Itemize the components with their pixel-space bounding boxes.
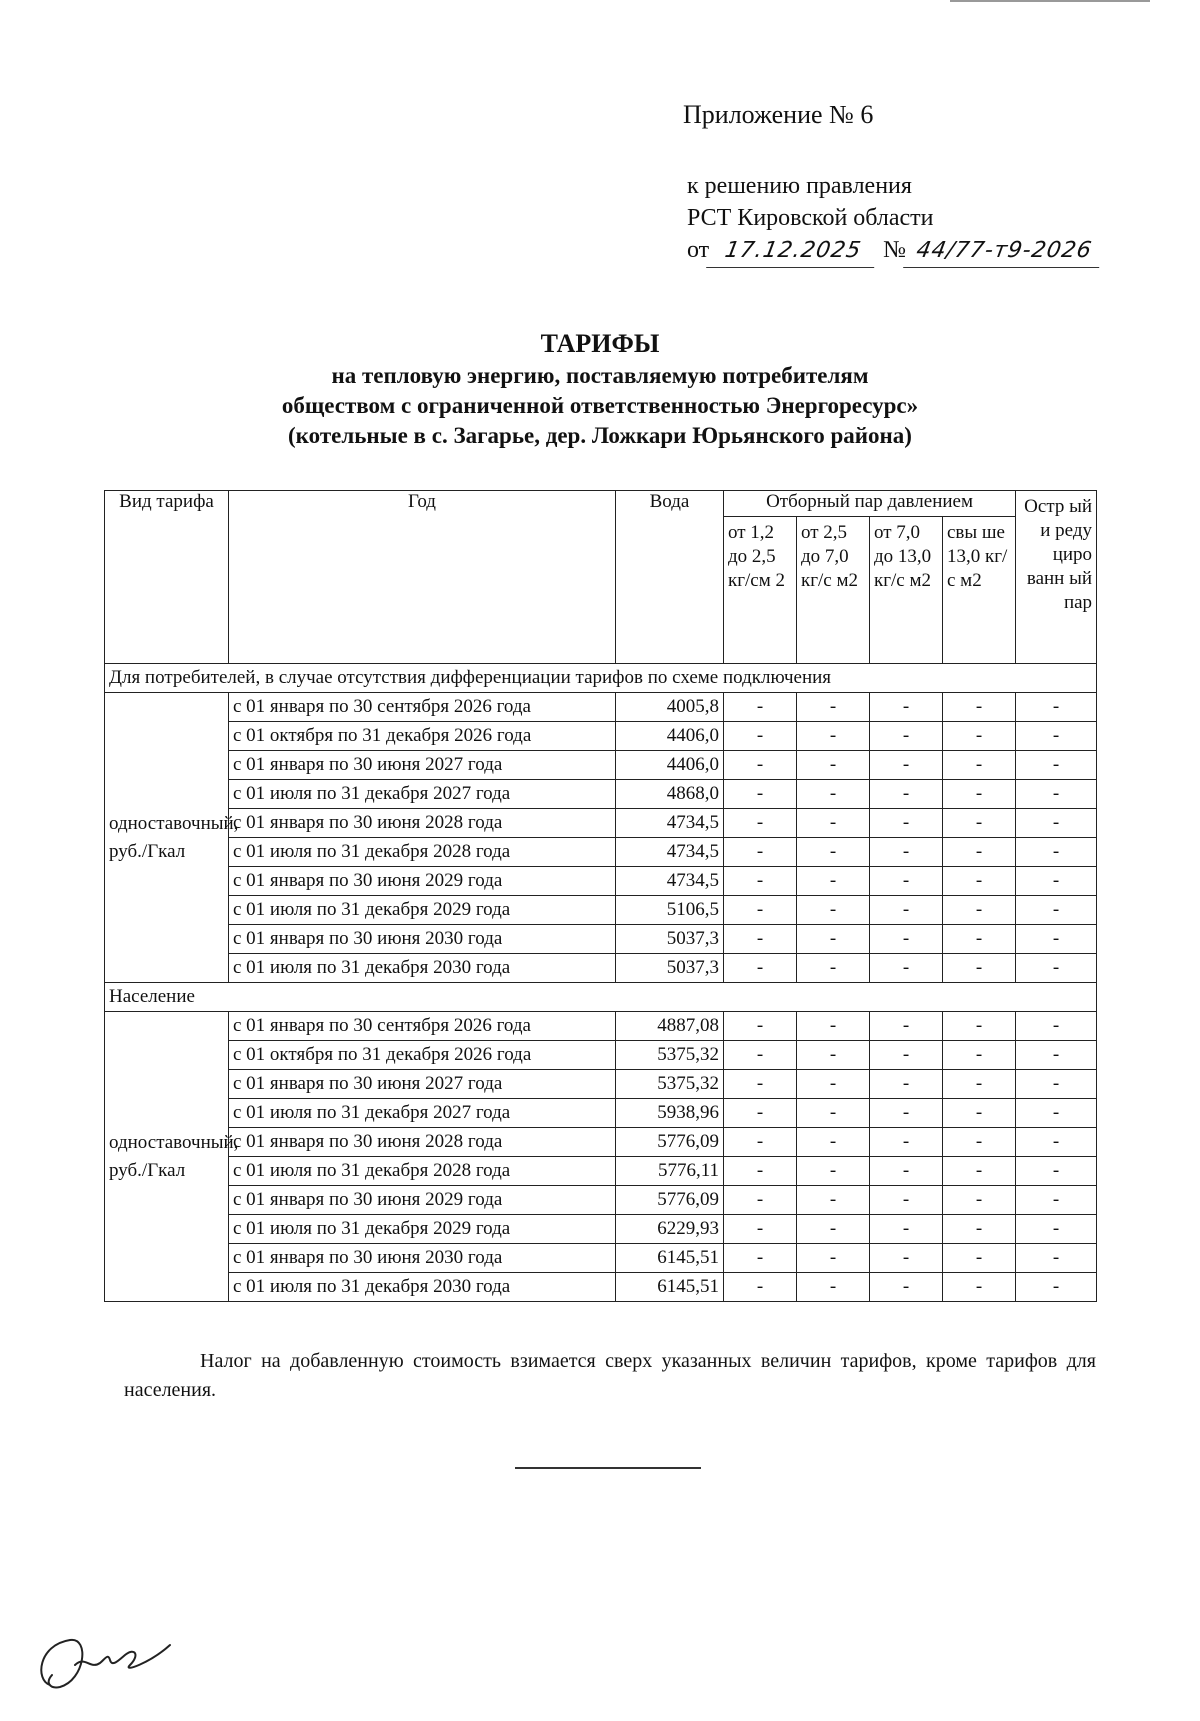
empty-tariff-cell: -	[724, 693, 797, 722]
header-sharp-steam: Остр ый и реду циро ванн ый пар	[1016, 491, 1097, 664]
section-title: Для потребителей, в случае отсутствия дифференциации тарифов по схеме подключения	[105, 664, 1097, 693]
empty-tariff-cell: -	[943, 780, 1016, 809]
section-row	[105, 664, 1097, 693]
empty-tariff-cell: -	[943, 954, 1016, 983]
empty-tariff-cell: -	[870, 1070, 943, 1099]
empty-tariff-cell: -	[943, 1215, 1016, 1244]
water-tariff-cell: 4406,0	[616, 722, 724, 751]
empty-tariff-cell: -	[870, 867, 943, 896]
scan-edge-mark	[950, 0, 1150, 2]
empty-tariff-cell: -	[943, 1186, 1016, 1215]
empty-tariff-cell: -	[1016, 1157, 1097, 1186]
empty-tariff-cell: -	[1016, 1273, 1097, 1302]
water-tariff-cell: 5776,09	[616, 1186, 724, 1215]
empty-tariff-cell: -	[870, 780, 943, 809]
decision-line-1: к решению правления	[687, 173, 912, 199]
empty-tariff-cell: -	[724, 1273, 797, 1302]
period-cell: с 01 января по 30 сентября 2026 года	[229, 693, 616, 722]
empty-tariff-cell: -	[870, 1244, 943, 1273]
empty-tariff-cell: -	[797, 751, 870, 780]
empty-tariff-cell: -	[943, 1244, 1016, 1273]
table-row	[105, 954, 1097, 983]
table-row	[105, 867, 1097, 896]
empty-tariff-cell: -	[943, 1157, 1016, 1186]
empty-tariff-cell: -	[724, 1012, 797, 1041]
title-line-1: на тепловую энергию, поставляемую потребителям	[331, 363, 869, 388]
empty-tariff-cell: -	[797, 925, 870, 954]
empty-tariff-cell: -	[943, 896, 1016, 925]
empty-tariff-cell: -	[797, 780, 870, 809]
period-cell: с 01 января по 30 июня 2029 года	[229, 867, 616, 896]
table-row	[105, 1157, 1097, 1186]
empty-tariff-cell: -	[943, 925, 1016, 954]
empty-tariff-cell: -	[797, 809, 870, 838]
empty-tariff-cell: -	[870, 1128, 943, 1157]
section-row	[105, 983, 1097, 1012]
empty-tariff-cell: -	[943, 867, 1016, 896]
period-cell: с 01 июля по 31 декабря 2030 года	[229, 1273, 616, 1302]
table-row	[105, 1099, 1097, 1128]
table-row	[105, 780, 1097, 809]
table-row	[105, 1273, 1097, 1302]
empty-tariff-cell: -	[1016, 809, 1097, 838]
signature-mark	[30, 1625, 190, 1705]
header-tariff-type: Вид тарифа	[105, 491, 229, 664]
table-row	[105, 809, 1097, 838]
empty-tariff-cell: -	[797, 1273, 870, 1302]
empty-tariff-cell: -	[943, 1273, 1016, 1302]
empty-tariff-cell: -	[1016, 1041, 1097, 1070]
empty-tariff-cell: -	[797, 1128, 870, 1157]
water-tariff-cell: 5037,3	[616, 954, 724, 983]
water-tariff-cell: 4406,0	[616, 751, 724, 780]
period-cell: с 01 января по 30 июня 2027 года	[229, 1070, 616, 1099]
water-tariff-cell: 5375,32	[616, 1041, 724, 1070]
empty-tariff-cell: -	[870, 1041, 943, 1070]
empty-tariff-cell: -	[797, 896, 870, 925]
empty-tariff-cell: -	[943, 1099, 1016, 1128]
empty-tariff-cell: -	[943, 1041, 1016, 1070]
period-cell: с 01 января по 30 июня 2027 года	[229, 751, 616, 780]
appendix-label: Приложение № 6	[683, 100, 874, 129]
table-row	[105, 896, 1097, 925]
empty-tariff-cell: -	[1016, 1012, 1097, 1041]
empty-tariff-cell: -	[943, 1012, 1016, 1041]
water-tariff-cell: 5776,11	[616, 1157, 724, 1186]
title-line-3: (котельные в с. Загарье, дер. Ложкари Юрьянского района)	[288, 423, 912, 448]
period-cell: с 01 июля по 31 декабря 2027 года	[229, 780, 616, 809]
header-steam-3: от 7,0 до 13,0 кг/с м2	[870, 517, 943, 664]
empty-tariff-cell: -	[724, 867, 797, 896]
empty-tariff-cell: -	[870, 1273, 943, 1302]
water-tariff-cell: 4734,5	[616, 838, 724, 867]
water-tariff-cell: 5375,32	[616, 1070, 724, 1099]
empty-tariff-cell: -	[943, 722, 1016, 751]
closing-rule	[515, 1467, 701, 1469]
empty-tariff-cell: -	[797, 867, 870, 896]
empty-tariff-cell: -	[870, 693, 943, 722]
table-row	[105, 1070, 1097, 1099]
empty-tariff-cell: -	[724, 896, 797, 925]
empty-tariff-cell: -	[1016, 693, 1097, 722]
empty-tariff-cell: -	[870, 925, 943, 954]
empty-tariff-cell: -	[724, 1128, 797, 1157]
water-tariff-cell: 5106,5	[616, 896, 724, 925]
tariff-table	[104, 490, 1097, 1302]
period-cell: с 01 июля по 31 декабря 2029 года	[229, 896, 616, 925]
empty-tariff-cell: -	[870, 1012, 943, 1041]
table-row	[105, 925, 1097, 954]
empty-tariff-cell: -	[870, 1099, 943, 1128]
footnote	[124, 1347, 1096, 1405]
empty-tariff-cell: -	[724, 751, 797, 780]
period-cell: с 01 июля по 31 декабря 2028 года	[229, 838, 616, 867]
document-title	[0, 327, 1200, 451]
empty-tariff-cell: -	[724, 925, 797, 954]
period-cell: с 01 января по 30 июня 2028 года	[229, 1128, 616, 1157]
empty-tariff-cell: -	[943, 1128, 1016, 1157]
empty-tariff-cell: -	[1016, 925, 1097, 954]
empty-tariff-cell: -	[943, 838, 1016, 867]
period-cell: с 01 января по 30 сентября 2026 года	[229, 1012, 616, 1041]
empty-tariff-cell: -	[724, 780, 797, 809]
handwritten-number: 44/77-т9-2026	[903, 235, 1105, 268]
table-row	[105, 1215, 1097, 1244]
empty-tariff-cell: -	[943, 1070, 1016, 1099]
tariff-type-cell: одноставочный, руб./Гкал	[105, 693, 229, 983]
table-row	[105, 838, 1097, 867]
empty-tariff-cell: -	[797, 1244, 870, 1273]
empty-tariff-cell: -	[724, 722, 797, 751]
title-main: ТАРИФЫ	[540, 329, 660, 358]
empty-tariff-cell: -	[797, 1012, 870, 1041]
empty-tariff-cell: -	[724, 1070, 797, 1099]
empty-tariff-cell: -	[1016, 780, 1097, 809]
header-steam-1: от 1,2 до 2,5 кг/см 2	[724, 517, 797, 664]
empty-tariff-cell: -	[943, 751, 1016, 780]
empty-tariff-cell: -	[797, 1070, 870, 1099]
empty-tariff-cell: -	[1016, 1186, 1097, 1215]
empty-tariff-cell: -	[1016, 1128, 1097, 1157]
period-cell: с 01 января по 30 июня 2030 года	[229, 925, 616, 954]
empty-tariff-cell: -	[724, 954, 797, 983]
header-steam-4: свы ше 13,0 кг/с м2	[943, 517, 1016, 664]
empty-tariff-cell: -	[1016, 1099, 1097, 1128]
empty-tariff-cell: -	[1016, 838, 1097, 867]
period-cell: с 01 июля по 31 декабря 2028 года	[229, 1157, 616, 1186]
empty-tariff-cell: -	[1016, 1244, 1097, 1273]
tariff-type-cell: одноставочный, руб./Гкал	[105, 1012, 229, 1302]
empty-tariff-cell: -	[870, 838, 943, 867]
empty-tariff-cell: -	[870, 1157, 943, 1186]
water-tariff-cell: 4887,08	[616, 1012, 724, 1041]
decision-reference	[687, 170, 1102, 268]
table-row	[105, 1012, 1097, 1041]
period-cell: с 01 января по 30 июня 2030 года	[229, 1244, 616, 1273]
empty-tariff-cell: -	[943, 693, 1016, 722]
empty-tariff-cell: -	[797, 838, 870, 867]
empty-tariff-cell: -	[870, 896, 943, 925]
period-cell: с 01 октября по 31 декабря 2026 года	[229, 722, 616, 751]
empty-tariff-cell: -	[797, 1157, 870, 1186]
water-tariff-cell: 6145,51	[616, 1244, 724, 1273]
empty-tariff-cell: -	[870, 954, 943, 983]
period-cell: с 01 января по 30 июня 2029 года	[229, 1186, 616, 1215]
header-steam-2: от 2,5 до 7,0 кг/с м2	[797, 517, 870, 664]
empty-tariff-cell: -	[797, 1099, 870, 1128]
period-cell: с 01 июля по 31 декабря 2030 года	[229, 954, 616, 983]
water-tariff-cell: 6229,93	[616, 1215, 724, 1244]
empty-tariff-cell: -	[943, 809, 1016, 838]
water-tariff-cell: 5037,3	[616, 925, 724, 954]
tariff-table-body	[105, 664, 1097, 1302]
period-cell: с 01 июля по 31 декабря 2027 года	[229, 1099, 616, 1128]
empty-tariff-cell: -	[1016, 722, 1097, 751]
empty-tariff-cell: -	[797, 1215, 870, 1244]
decision-date-number-line	[687, 234, 1102, 268]
table-row	[105, 1244, 1097, 1273]
date-prefix: от	[687, 237, 710, 263]
empty-tariff-cell: -	[724, 1099, 797, 1128]
empty-tariff-cell: -	[724, 1041, 797, 1070]
handwritten-date: 17.12.2025	[706, 235, 880, 268]
empty-tariff-cell: -	[797, 722, 870, 751]
decision-line-2: РСТ Кировской области	[687, 205, 934, 231]
header-year: Год	[229, 491, 616, 664]
table-row	[105, 751, 1097, 780]
table-row	[105, 693, 1097, 722]
table-row	[105, 1186, 1097, 1215]
empty-tariff-cell: -	[724, 809, 797, 838]
empty-tariff-cell: -	[1016, 751, 1097, 780]
table-row	[105, 1128, 1097, 1157]
empty-tariff-cell: -	[797, 693, 870, 722]
water-tariff-cell: 4005,8	[616, 693, 724, 722]
period-cell: с 01 октября по 31 декабря 2026 года	[229, 1041, 616, 1070]
empty-tariff-cell: -	[797, 1186, 870, 1215]
empty-tariff-cell: -	[1016, 1070, 1097, 1099]
period-cell: с 01 июля по 31 декабря 2029 года	[229, 1215, 616, 1244]
water-tariff-cell: 5938,96	[616, 1099, 724, 1128]
empty-tariff-cell: -	[870, 722, 943, 751]
empty-tariff-cell: -	[1016, 954, 1097, 983]
empty-tariff-cell: -	[797, 1041, 870, 1070]
empty-tariff-cell: -	[1016, 867, 1097, 896]
empty-tariff-cell: -	[1016, 1215, 1097, 1244]
water-tariff-cell: 4734,5	[616, 809, 724, 838]
vat-note: Налог на добавленную стоимость взимается сверх указанных величин тарифов, кроме тарифов для населения.	[124, 1350, 1096, 1401]
empty-tariff-cell: -	[870, 1186, 943, 1215]
section-title: Население	[105, 983, 1097, 1012]
period-cell: с 01 января по 30 июня 2028 года	[229, 809, 616, 838]
empty-tariff-cell: -	[724, 1157, 797, 1186]
table-row	[105, 1041, 1097, 1070]
empty-tariff-cell: -	[870, 751, 943, 780]
empty-tariff-cell: -	[870, 809, 943, 838]
empty-tariff-cell: -	[724, 1244, 797, 1273]
table-row	[105, 722, 1097, 751]
number-prefix: №	[883, 237, 907, 263]
water-tariff-cell: 4868,0	[616, 780, 724, 809]
empty-tariff-cell: -	[870, 1215, 943, 1244]
water-tariff-cell: 5776,09	[616, 1128, 724, 1157]
water-tariff-cell: 6145,51	[616, 1273, 724, 1302]
empty-tariff-cell: -	[1016, 896, 1097, 925]
header-steam-group: Отборный пар давлением	[724, 491, 1016, 517]
empty-tariff-cell: -	[724, 1186, 797, 1215]
empty-tariff-cell: -	[724, 1215, 797, 1244]
header-water: Вода	[616, 491, 724, 664]
empty-tariff-cell: -	[724, 838, 797, 867]
empty-tariff-cell: -	[797, 954, 870, 983]
water-tariff-cell: 4734,5	[616, 867, 724, 896]
title-line-2: обществом с ограниченной ответственностью Энергоресурс»	[281, 393, 919, 418]
